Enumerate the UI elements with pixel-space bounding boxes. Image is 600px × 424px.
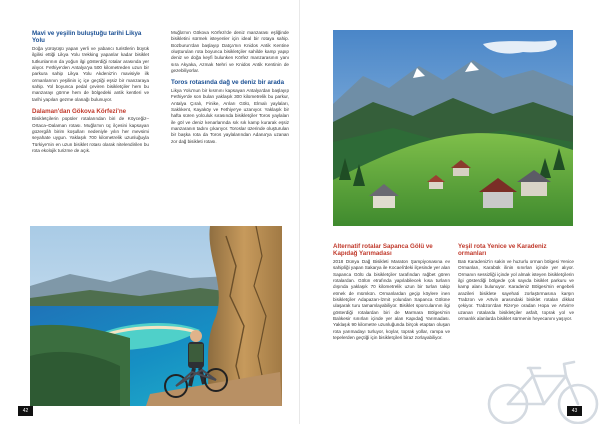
heading-dalaman-gokova: Dalaman'dan Gökova Körfezi'ne [32, 107, 127, 115]
paragraph-likya-yolu: Doğa yürüyüşü yapan yerli ve yabancı turistlerin büyük ilgilisi ettiği Likya Yolu trekking yapanlar kadar bisiklet tutkunlarının da yoğun ilgi gösterdiği rotalar arasında yer alıyor. Fethiye'den Antalya'ya 500 kilometreden uzun bir parkura sahip Likya Yolu Akdeniz'in mavisiyle ilk ormanlarının yeşilinin iç içe geçtiği eşsiz bir manzaraya sahip. Yol boyunca pedal çeviren bisikletçiler hem bu manzarayı görme hem de bölgedeki antik kentleri ve tarihi yapıları gezme olanağı bulunuyor. [32, 45, 149, 102]
paragraph-dalaman-gokova: Bisikletçilerin popüler rotalarından biri de Köyceğiz–Ortaca–Dalaman rotası. Muğla'nın üç ilçesini kapsayan güzergâh birim koşulları nedeniyle yılın her mevsimi seyahate uygun. Yaklaşık 700 kilometrelik uzunluğuyla Türkiye'nin en uzun bisiklet rotası olarak nitelendirilen bu rota ekolojik turizme de açık. [32, 116, 149, 154]
paragraph-yenice-karadeniz: Batı Karadeniz'in sakin ve huzurlu orman bölgesi Yenice Ormanları, Karabük ilinin sınırları içinde yer alıyor. Ormanın sessizliği içinde yol almak isteyen bisikletçilerin ilgi gösterdiği bölgede çok sayıda bisiklet parkuru ve kamp alanı bulunuyor. Karadeniz Bölgesi'nin engebeli arazileri bisiklete sayehati zorlaştırmasına karşın Trabzon ve Artvin arasındaki bisiklet rotaları dikkat çekiyor. Trabzon'dan Rize'ye oradan Hopa ve Artvin'e uzanan rotalarda bisikletçiler asfalt, toprak yol ve ormanlık alanlarda bisiklet sürmenin heyecanını yaşıyor. [458, 258, 574, 321]
mountain-plateau-village-photo [333, 30, 573, 226]
heading-likya-yolu: Mavi ve yeşilin buluştuğu tarihi Likya Yolu [32, 30, 142, 45]
heading-sapanca-kapidag: Alternatif rotalar Sapanca Gölü ve Kapıdağ Yarımadası [333, 243, 433, 258]
right-page-column-2 [458, 243, 574, 322]
mountain-plateau-village-illustration [333, 30, 573, 226]
right-page-column-1 [333, 243, 450, 341]
coastal-lagoon-cyclist-photo [30, 226, 282, 406]
left-page-column-2 [171, 30, 289, 145]
paragraph-toros-rotasi: Likya Yolu'nun bir kısmını kapsayan Antalya'dan başlayıp Fethiye'de son bulan yaklaşık 300 kilometrelik bu parkur, Antalya Çıralı, Finike, Arıları Gölü, Elmalı yaylaları, Saklıkent, Kayaköy ve Fethiye'ye uzanıyor. Yaklaşık bir hafta süren yolculuk sırasında bisikletçiler Toros yaylaları ile göl ve deniz kenarlarında sık sık kamp kurarak eşsiz manzaranın tadını çıkarıyor. Toroslar üzerinde oluşturulan bir başka rota da Toros yaylalarından Adana'ya uzanan zor dağ bisikleti rotası. [171, 87, 289, 144]
paragraph-gokova-korfezi: Muğla'nın Gökova Körfezi'de deniz manzarası eşliğinde bisikletini sürmek isteyenler için ideal bir rotaya sahip. Bozburun'dan başlayıp Datça'nın Knidos Antik Kentine oluşturulan rota boyunca bisikletçiler sahilde kamp yapıp deniz ve doğa keyfi bulunken Körfez manzarasının yanı sıra Akyaka, Azmak Nehri ve Knidos Antik Kentinin de gezebiliyorlar. [171, 30, 289, 74]
left-page-column-1 [32, 30, 149, 154]
paragraph-sapanca-kapidag: 2018 Dünya Dağ Bisikleti Maraton Şampiyonasına ev sahipliği yapan Sakarya ile Kocaeli'deki ilçesinde yer alan Sapanca Gölü da bisikletçiler tarafından rağbet gören rotalardan. Gölün etrafında yapılabilecek kısa turların dışında yaklaşık 70 kilometrelik uzun bir turları takip etmek de mümkün. Ormanlardan geçip köylere inen bisikletçiler Adapazarı-İzmit yolundan Sapanca Gölüne ulaşarak turu tamamlayabiliyor. Bisiklet sporcularının ilgi gösterdiği rotalardan biri de Marmara Bölgesi'nin Balıkesir sınırları içinde yer alan Kapıdağ Yarımadası. Yaklaşık 90 kilometre uzunluğunda birçok etaptan oluşan rota yarımadayı turluyor, koylar, toprak yollar, rampa ve tepelerden geçtiği için bisikletçileri biraz zorlayabiliyor. [333, 258, 450, 340]
page-number-left: 42 [18, 406, 33, 416]
heading-yenice-karadeniz: Yeşil rota Yenice ve Karadeniz ormanları [458, 243, 547, 258]
page-number-right: 43 [567, 406, 582, 416]
coastal-lagoon-cyclist-illustration [30, 226, 282, 406]
page-spread-divider [299, 0, 300, 424]
heading-toros-rotasi: Toros rotasında dağ ve deniz bir arada [171, 79, 285, 87]
